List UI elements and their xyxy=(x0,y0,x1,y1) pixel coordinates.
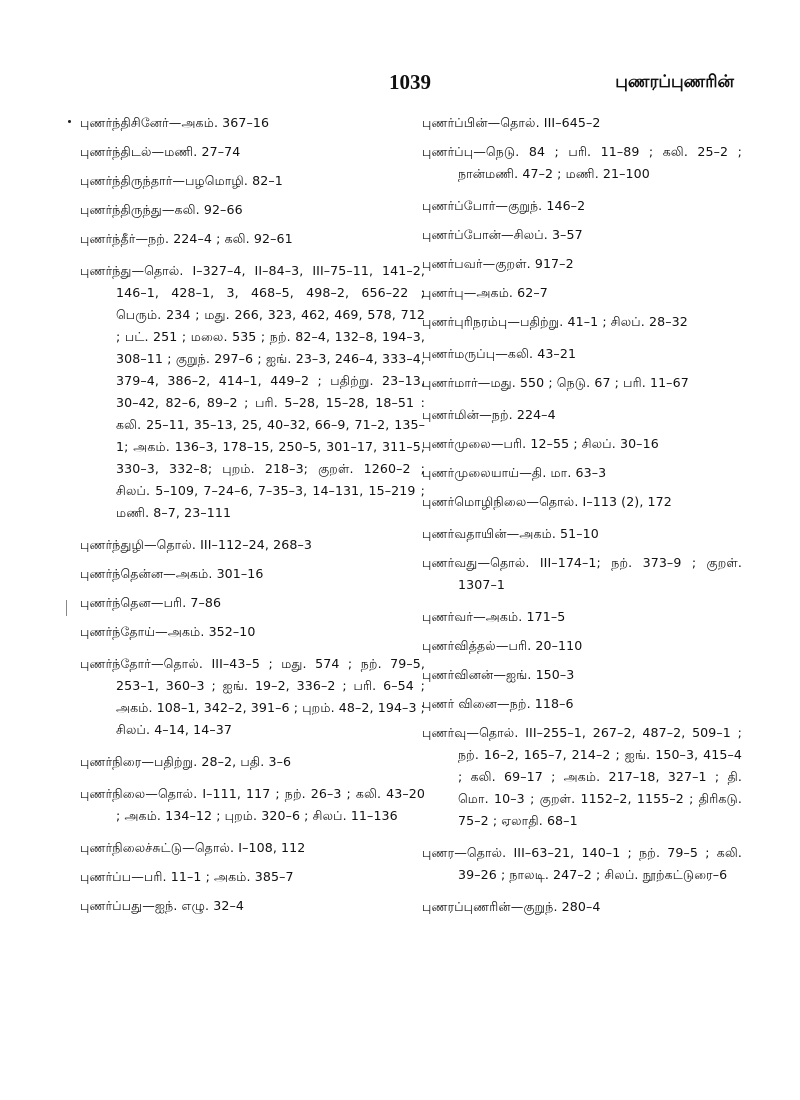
index-entry: புணர்ந்துழி—தொல். III–112–24, 268–3 xyxy=(80,537,312,552)
index-entry: புணர்மார்—மது. 550 ; நெடு. 67 ; பரி. 11–67 xyxy=(422,375,689,390)
index-entry: புணர்வினன்—ஐங். 150–3 xyxy=(422,667,575,682)
index-entry: புணர்ந்தோர்—தொல். III–43–5 ; மது. 574 ; நற். 79–5, 253–1, 360–3 ; ஐங். 19–2, 336–2 ; பரி. 6–54 ; அகம். 108–1, 342–2, 391–6 ; புறம். 48–2, 194–3 ; சிலப். 4–14, 14–37 xyxy=(80,656,426,737)
index-entry: புணரப்புணரின்—குறுந். 280–4 xyxy=(422,899,601,914)
index-entry: புணர்வு—தொல். III–255–1, 267–2, 487–2, 509–1 ; நற். 16–2, 165–7, 214–2 ; ஐங். 150–3, 415–4 ; கலி. 69–17 ; அகம். 217–18, 327–1 ; தி. மொ. 10–3 ; குறள். 1152–2, 1155–2 ; திரிகடு. 75–2 ; ஏலாதி. 68–1 xyxy=(422,725,742,828)
index-entry: புணர்முலையாய்—தி. மா. 63–3 xyxy=(422,465,607,480)
index-entry: புணர்நிலைச்சுட்டு—தொல். I–108, 112 xyxy=(80,840,306,855)
index-entry: புணர்பவர்—குறள். 917–2 xyxy=(422,256,574,271)
index-entry: புணர்ப்பின்—தொல். III–645–2 xyxy=(422,115,601,130)
index-entry: புணர்ந்தென்ன—அகம். 301–16 xyxy=(80,566,264,581)
index-entry: புணர்ந்திசினேர்—அகம். 367–16 xyxy=(80,115,270,130)
index-entry: புணர்முலை—பரி. 12–55 ; சிலப். 30–16 xyxy=(422,436,659,451)
index-entry: புணர்ப்பது—ஐந். எழு. 32–4 xyxy=(80,898,244,913)
left-column xyxy=(80,112,425,924)
index-entry: புணர்வது—தொல். III–174–1; நற். 373–9 ; குறள். 1307–1 xyxy=(422,555,742,592)
right-column xyxy=(422,112,742,925)
index-entry: புணர்பு—அகம். 62–7 xyxy=(422,285,548,300)
margin-dot xyxy=(68,120,71,123)
index-entry: புணர்மின்—நற். 224–4 xyxy=(422,407,556,422)
index-entry: புணர்ந்திருந்தார்—பழமொழி. 82–1 xyxy=(80,173,283,188)
index-entry: புணர்ந்திருந்து—கலி. 92–66 xyxy=(80,202,243,217)
running-head: புணரப்புணரின் xyxy=(615,72,734,92)
index-entry: புணர்ப்ப—பரி. 11–1 ; அகம். 385–7 xyxy=(80,869,294,884)
index-entry: புணர்ந்து—தொல். I–327–4, II–84–3, III–75–11, 141–2, 146–1, 428–1, 3, 468–5, 498–2, 656–22 ; பெரும். 234 ; மது. 266, 323, 462, 469, 578, 712 ; பட். 251 ; மலை. 535 ; நற். 82–4, 132–8, 194–3, 308–11 ; குறுந். 297–6 ; ஐங். 23–3, 246–4, 333–4, 379–4, 386–2, 414–1, 449–2 ; பதிற்று. 23–13, 30–42, 82–6, 89–2 ; பரி. 5–28, 15–28, 18–51 : கலி. 25–11, 35–13, 25, 40–32, 66–9, 71–2, 135–1; அகம். 136–3, 178–15, 250–5, 301–17, 311–5, 330–3, 332–8; புறம். 218–3; குறள். 1260–2 ; சிலப். 5–109, 7–24–6, 7–35–3, 14–131, 15–219 ; மணி. 8–7, 23–111 xyxy=(80,263,425,520)
index-entry: புணர்ந்தோய்—அகம். 352–10 xyxy=(80,624,256,639)
index-entry: புணர்மருப்பு—கலி. 43–21 xyxy=(422,346,577,361)
index-entry: புணர்புரிநரம்பு—பதிற்று. 41–1 ; சிலப். 28–32 xyxy=(422,314,688,329)
index-entry: புணர்நிலை—தொல். I–111, 117 ; நற். 26–3 ; கலி. 43–20 ; அகம். 134–12 ; புறம். 320–6 ; சிலப். 11–136 xyxy=(80,786,425,823)
page-number: 1039 xyxy=(389,70,431,94)
index-entry: புணர்ப்போர்—குறுந். 146–2 xyxy=(422,198,586,213)
index-entry: புணர்வித்தல்—பரி. 20–110 xyxy=(422,638,583,653)
margin-tick xyxy=(66,600,67,616)
index-entry: புணர்நிரை—பதிற்று. 28–2, பதி. 3–6 xyxy=(80,754,292,769)
index-entry: புணர்ந்திடல்—மணி. 27–74 xyxy=(80,144,241,159)
index-entry: புணர்ந்தென—பரி. 7–86 xyxy=(80,595,222,610)
index-entry: புணர்ந்தீர்—நற். 224–4 ; கலி. 92–61 xyxy=(80,231,293,246)
index-entry: புணர்வர்—அகம். 171–5 xyxy=(422,609,566,624)
index-entry: புணர்ப்பு—நெடு. 84 ; பரி. 11–89 ; கலி. 25–2 ; நான்மணி. 47–2 ; மணி. 21–100 xyxy=(422,144,742,181)
index-entry: புணர்மொழிநிலை—தொல். I–113 (2), 172 xyxy=(422,494,672,509)
index-entry: புணர—தொல். III–63–21, 140–1 ; நற். 79–5 ; கலி. 39–26 ; நாலடி. 247–2 ; சிலப். நூற்கட்டுரை–6 xyxy=(422,845,742,882)
index-entry: புணர்வதாயின்—அகம். 51–10 xyxy=(422,526,599,541)
index-entry: புணர் வினை—நற். 118–6 xyxy=(422,696,574,711)
index-entry: புணர்ப்போன்—சிலப். 3–57 xyxy=(422,227,583,242)
page-header xyxy=(0,70,800,104)
